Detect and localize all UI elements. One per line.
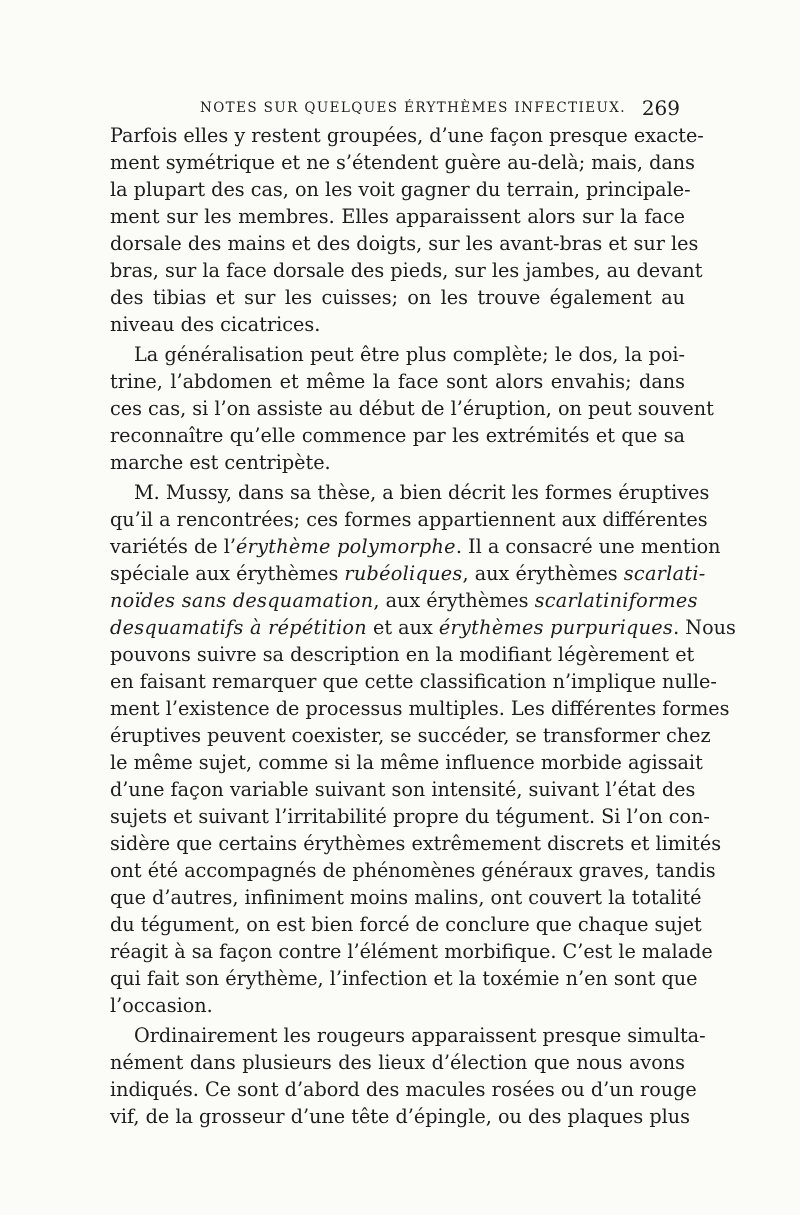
text-line [110, 1103, 690, 1130]
text-run: ment sur les membres. Elles apparaissent alors sur la face [110, 205, 685, 228]
text-run: que d’autres, infiniment moins malins, ont couvert la totalité [110, 886, 702, 909]
text-line [110, 368, 685, 395]
text-line [110, 341, 685, 368]
text-run: sidère que certains érythèmes extrêmement discrets et limités [110, 832, 722, 855]
text-line [110, 587, 698, 614]
text-run: , aux érythèmes [373, 589, 535, 612]
text-line [110, 176, 691, 203]
text-line [110, 1049, 685, 1076]
text-line [110, 641, 695, 668]
text-run: et aux [366, 616, 439, 639]
italic-term: noïdes sans desquamation [110, 589, 374, 612]
text-run: du tégument, on est bien forcé de conclure que chaque sujet [110, 913, 702, 936]
text-run: ment l’existence de processus multiples. Les différentes formes [110, 697, 730, 720]
text-line [110, 122, 704, 149]
text-line [110, 776, 696, 803]
text-run: La généralisation peut être plus complète; le dos, la poi- [134, 343, 685, 366]
text-line [110, 668, 717, 695]
page-number: 269 [641, 96, 680, 120]
text-run: indiqués. Ce sont d’abord des macules rosées ou d’un rouge [110, 1078, 697, 1101]
text-line [110, 1022, 706, 1049]
text-run: Ordinairement les rougeurs apparaissent presque simulta- [134, 1024, 706, 1047]
text-run: vif, de la grosseur d’une tête d’épingle, ou des plaques plus [110, 1105, 690, 1128]
text-run: trine, l’abdomen et même la face sont alors envahis; dans [110, 370, 685, 393]
paragraph [110, 1022, 706, 1130]
text-run: pouvons suivre sa description en la modifiant légèrement et [110, 643, 695, 666]
italic-term: érythèmes purpuriques [438, 616, 674, 639]
text-run: ont été accompagnés de phénomènes généraux graves, tandis [110, 859, 716, 882]
text-run: le même sujet, comme si la même influence morbide agissait [110, 751, 703, 774]
italic-term: scarlati- [623, 562, 706, 585]
text-line [110, 1076, 697, 1103]
text-line [110, 230, 699, 257]
text-line [110, 938, 713, 965]
text-line [110, 614, 736, 641]
text-line [110, 203, 685, 230]
text-run: l’occasion. [110, 994, 213, 1017]
paragraph [110, 341, 714, 476]
text-run: spéciale aux érythèmes [110, 562, 345, 585]
text-run: variétés de l’ [110, 535, 236, 558]
text-run: marche est centripète. [110, 451, 331, 474]
italic-term: desquamatifs à répétition [110, 616, 367, 639]
text-run: ment symétrique et ne s’étendent guère au-delà; mais, dans [110, 151, 695, 174]
text-line [110, 284, 685, 311]
text-run: d’une façon variable suivant son intensité, suivant l’état des [110, 778, 696, 801]
text-run: en faisant remarquer que cette classification n’implique nulle- [110, 670, 717, 693]
text-line [110, 884, 702, 911]
text-run: M. Mussy, dans sa thèse, a bien décrit les formes éruptives [134, 481, 710, 504]
text-run: dorsale des mains et des doigts, sur les avant-bras et sur les [110, 232, 699, 255]
text-run: nément dans plusieurs des lieux d’élection que nous avons [110, 1051, 685, 1074]
text-line [110, 803, 710, 830]
text-run: . Nous [673, 616, 736, 639]
text-run: des tibias et sur les cuisses; on les trouve également au [110, 286, 685, 309]
italic-term: érythème polymorphe [235, 535, 456, 558]
text-line [110, 533, 721, 560]
text-line [110, 149, 695, 176]
text-line [110, 722, 711, 749]
italic-term: scarlatiniformes [534, 589, 698, 612]
paragraph [110, 122, 704, 338]
text-run: Parfois elles y restent groupées, d’une façon presque exacte- [110, 124, 704, 147]
text-line [110, 560, 706, 587]
body-text [110, 122, 736, 1130]
text-run: ces cas, si l’on assiste au début de l’éruption, on peut souvent [110, 397, 714, 420]
paragraph [110, 479, 736, 1019]
running-title: NOTES SUR QUELQUES ÉRYTHÈMES INFECTIEUX. [200, 100, 626, 116]
text-run: sujets et suivant l’irritabilité propre du tégument. Si l’on con- [110, 805, 710, 828]
text-run: qu’il a rencontrées; ces formes appartiennent aux différentes [110, 508, 708, 531]
text-run: réagit à sa façon contre l’élément morbifique. C’est le malade [110, 940, 713, 963]
text-line [110, 311, 685, 338]
text-line [110, 506, 708, 533]
text-line [110, 992, 685, 1019]
text-line [110, 695, 730, 722]
text-line [110, 965, 698, 992]
text-run: . Il a consacré une mention [455, 535, 721, 558]
italic-term: rubéoliques [344, 562, 463, 585]
text-run: reconnaître qu’elle commence par les extrémités et que sa [110, 424, 685, 447]
text-run: qui fait son érythème, l’infection et la toxémie n’en sont que [110, 967, 698, 990]
text-line [110, 257, 703, 284]
text-run: , aux érythèmes [462, 562, 624, 585]
text-line [110, 422, 685, 449]
text-line [110, 395, 714, 422]
text-line [110, 911, 702, 938]
text-line [110, 479, 710, 506]
text-line [110, 449, 685, 476]
text-line [110, 857, 716, 884]
text-run: éruptives peuvent coexister, se succéder, se transformer chez [110, 724, 711, 747]
text-line [110, 749, 703, 776]
text-run: la plupart des cas, on les voit gagner du terrain, principale- [110, 178, 691, 201]
text-line [110, 830, 722, 857]
text-run: niveau des cicatrices. [110, 313, 321, 336]
text-run: bras, sur la face dorsale des pieds, sur les jambes, au devant [110, 259, 703, 282]
